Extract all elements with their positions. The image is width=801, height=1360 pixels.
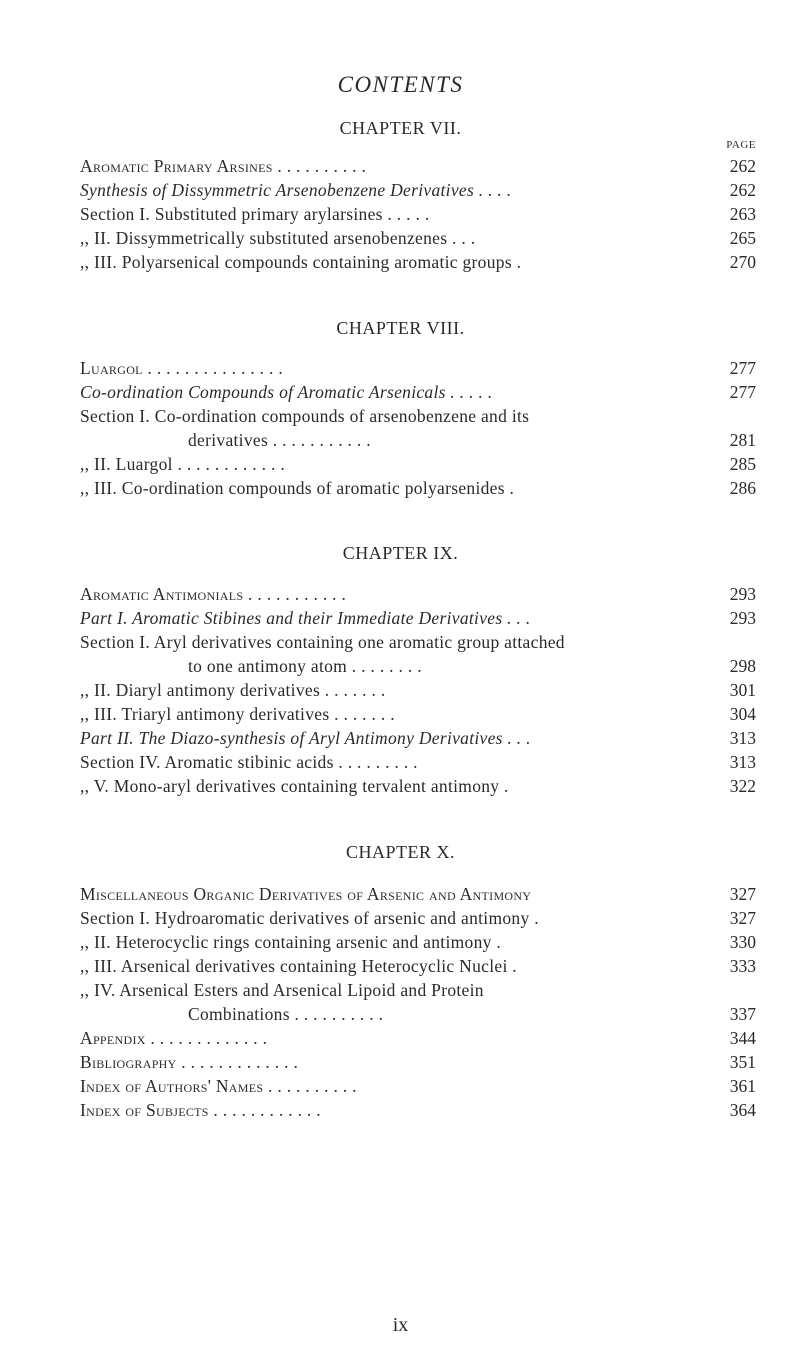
toc-entry-page: 344 [729,1028,756,1048]
toc-entry-title: Bibliography . . . . . . . . . . . . . [80,1052,299,1072]
toc-entry-title: Section I. Substituted primary arylarsines . . . . . [80,204,430,224]
toc-entry-title: to one antimony atom . . . . . . . . [188,656,422,676]
toc-entry-title: ,, II. Dissymmetrically substituted arsenobenzenes . . . [80,228,476,248]
toc-entry-page: 364 [729,1100,756,1120]
toc-entry [80,226,756,250]
toc-entry [80,882,756,906]
toc-entry-page: 262 [729,156,756,176]
chapter-heading: CHAPTER X. [345,842,455,862]
toc-entry-page: 265 [729,228,756,248]
toc-entry-page: 298 [729,656,756,676]
toc-entry-page: 286 [729,478,756,498]
toc-entry [80,630,756,654]
toc-entry [80,582,756,606]
toc-entry-title: Section I. Aryl derivatives containing one aromatic group attached [80,632,565,652]
toc-entry [80,476,756,500]
toc-entry-title: Index of Authors' Names . . . . . . . . . . [80,1076,357,1096]
toc-entry-page: 293 [729,584,756,604]
toc-entry-title: Index of Subjects . . . . . . . . . . . . [80,1100,321,1120]
toc-entry-title: Aromatic Primary Arsines . . . . . . . . . . [80,156,367,176]
toc-entry-page: 322 [729,776,756,796]
toc-entry-title: Co-ordination Compounds of Aromatic Arsenicals . . . . . [80,382,493,402]
toc-entry-title: ,, III. Co-ordination compounds of aromatic polyarsenides . [80,478,515,498]
chapter-heading: CHAPTER VIII. [336,318,465,338]
toc-entry-page: 270 [729,252,756,272]
toc-entry-page: 337 [729,1004,756,1024]
toc-entry-page: 262 [729,180,756,200]
toc-entry [80,1074,756,1098]
toc-entry-title: Aromatic Antimonials . . . . . . . . . . . [80,584,347,604]
toc-entry [80,906,756,930]
toc-entry-title: Section I. Hydroaromatic derivatives of arsenic and antimony . [80,908,539,928]
page-column-label: PAGE [726,139,756,151]
toc-entry [80,750,756,774]
toc-entry-title: Part I. Aromatic Stibines and their Immediate Derivatives . . . [80,608,531,628]
running-head: CONTENTS [337,72,464,97]
toc-entry [80,1002,756,1026]
toc-entry-title: ,, V. Mono-aryl derivatives containing tervalent antimony . [80,776,509,796]
toc-entry-title: ,, II. Heterocyclic rings containing arsenic and antimony . [80,932,502,952]
page-folio: ix [392,1314,409,1336]
chapter-heading: CHAPTER IX. [342,543,459,563]
toc-entry [80,954,756,978]
toc-entry-title: ,, III. Triaryl antimony derivatives . . . . . . . [80,704,395,724]
toc-entry-title: derivatives . . . . . . . . . . . [188,430,371,450]
toc-entry-page: 277 [729,382,756,402]
toc-entry-page: 361 [729,1076,756,1096]
toc-entry-page: 327 [729,908,756,928]
toc-entry-title: Section I. Co-ordination compounds of arsenobenzene and its [80,406,530,426]
toc-entry-title: Section IV. Aromatic stibinic acids . . . . . . . . . [80,752,418,772]
toc-entry-title: ,, III. Arsenical derivatives containing Heterocyclic Nuclei . [80,956,517,976]
toc-entry [80,250,756,274]
toc-entry [80,404,756,428]
toc-entry-page: 293 [729,608,756,628]
toc-entry [80,178,756,202]
toc-entry-title: Miscellaneous Organic Derivatives of Arsenic and Antimony [80,884,532,904]
toc-entry-page: 281 [729,430,756,450]
toc-entry [80,654,756,678]
toc-entry-title: Appendix . . . . . . . . . . . . . [80,1028,268,1048]
toc-entry-page: 333 [729,956,756,976]
toc-entry [80,774,756,798]
toc-entry [80,202,756,226]
toc-entry [80,452,756,476]
toc-entry [80,154,756,178]
chapter-heading: CHAPTER VII. [339,118,462,138]
toc-entry [80,1098,756,1122]
toc-entry-title: Part II. The Diazo-synthesis of Aryl Antimony Derivatives . . . [80,728,531,748]
toc-entry [80,1026,756,1050]
toc-entry-title: ,, II. Luargol . . . . . . . . . . . . [80,454,286,474]
toc-entry-page: 285 [729,454,756,474]
toc-entry [80,702,756,726]
toc-entry [80,1050,756,1074]
toc-entry-page: 304 [729,704,756,724]
toc-entry-title: ,, IV. Arsenical Esters and Arsenical Lipoid and Protein [80,980,484,1000]
toc-entry [80,606,756,630]
toc-entry-title: Synthesis of Dissymmetric Arsenobenzene Derivatives . . . . [80,180,512,200]
toc-entry-page: 327 [729,884,756,904]
toc-entry-title: Luargol . . . . . . . . . . . . . . . [80,358,284,378]
toc-entry-title: Combinations . . . . . . . . . . [188,1004,384,1024]
toc-entry-page: 313 [729,752,756,772]
toc-entry [80,380,756,404]
toc-entry [80,428,756,452]
toc-entry-page: 313 [729,728,756,748]
toc-entry [80,726,756,750]
toc-entry [80,678,756,702]
toc-entry-page: 301 [729,680,756,700]
toc-entry-page: 330 [729,932,756,952]
toc-entry-title: ,, III. Polyarsenical compounds containing aromatic groups . [80,252,522,272]
toc-entry [80,356,756,380]
toc-entry-page: 277 [729,358,756,378]
toc-entry-page: 351 [729,1052,756,1072]
toc-entry-page: 263 [729,204,756,224]
toc-entry-title: ,, II. Diaryl antimony derivatives . . . . . . . [80,680,386,700]
toc-entry [80,930,756,954]
toc-entry [80,978,756,1002]
